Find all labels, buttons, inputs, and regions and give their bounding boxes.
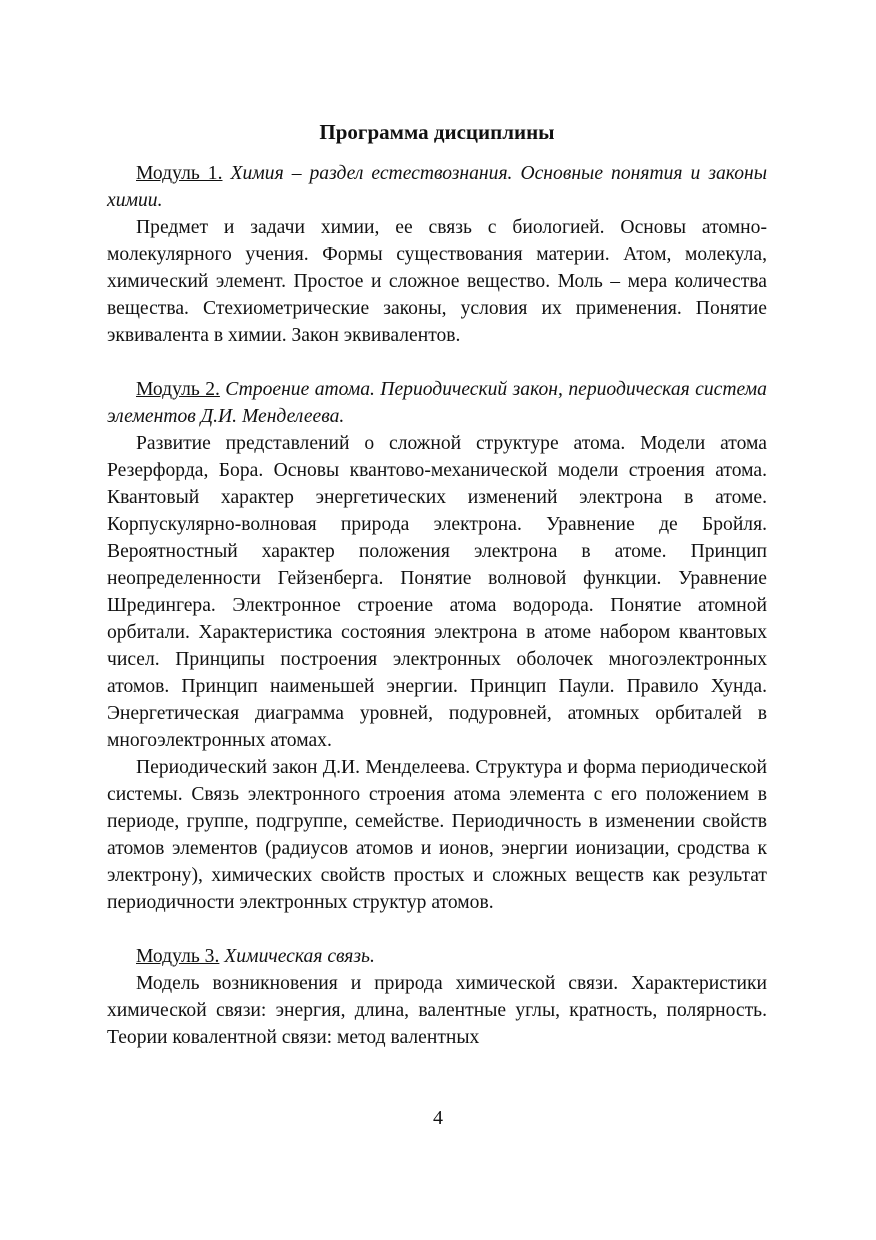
module-3-heading — [107, 943, 767, 970]
module-3-title: Химическая связь. — [224, 946, 375, 967]
module-2-title: Строение атома. Периодический закон, периодическая система элементов Д.И. Менделеева. — [107, 379, 767, 427]
module-1-label: Модуль 1. — [136, 163, 223, 184]
page-number: 4 — [433, 1107, 443, 1129]
page-title: Программа дисциплины — [319, 120, 555, 144]
module-2-heading — [107, 376, 767, 430]
module-3-paragraph: Модель возникновения и природа химической связи. Характеристики химической связи: энергия, длина, валентные углы, кратность, полярность. Теории ковалентной связи: метод валентных — [107, 973, 767, 1048]
module-1-title: Химия – раздел естествознания. Основные понятия и законы химии. — [107, 163, 767, 211]
module-1-heading — [107, 160, 767, 214]
module-2-label: Модуль 2. — [136, 379, 220, 400]
spacer — [107, 916, 767, 943]
spacer — [107, 349, 767, 376]
module-3-label: Модуль 3. — [136, 946, 220, 967]
module-2-paragraph: Развитие представлений о сложной структуре атома. Модели атома Резерфорда, Бора. Основы квантово-механической модели строения атома. Квантовый характер энергетических изменений электрона в атоме. Корпускулярно-волновая природа электрона. Уравнение де Бройля. Вероятностный характер положения электрона в атоме. Принцип неопределенности Гейзенберга. Понятие волновой функции. Уравнение Шредингера. Электронное строение атома водорода. Понятие атомной орбитали. Характеристика состояния электрона в атоме набором квантовых чисел. Принципы построения электронных оболочек многоэлектронных атомов. Принцип наименьшей энергии. Принцип Паули. Правило Хунда. Энергетическая диаграмма уровней, подуровней, атомных орбиталей в многоэлектронных атомах. — [107, 433, 767, 751]
module-1-paragraph: Предмет и задачи химии, ее связь с биологией. Основы атомно-молекулярного учения. Формы существования материи. Атом, молекула, химический элемент. Простое и сложное вещество. Моль – мера количества вещества. Стехиометрические законы, условия их применения. Понятие эквивалента в химии. Закон эквивалентов. — [107, 217, 767, 346]
page-content — [107, 117, 767, 1051]
module-2-paragraph: Периодический закон Д.И. Менделеева. Структура и форма периодической системы. Связь электронного строения атома элемента с его положением в периоде, группе, подгруппе, семействе. Периодичность в изменении свойств атомов элементов (радиусов атомов и ионов, энергии ионизации, сродства к электрону), химических свойств простых и сложных веществ как результат периодичности электронных структур атомов. — [107, 757, 767, 913]
